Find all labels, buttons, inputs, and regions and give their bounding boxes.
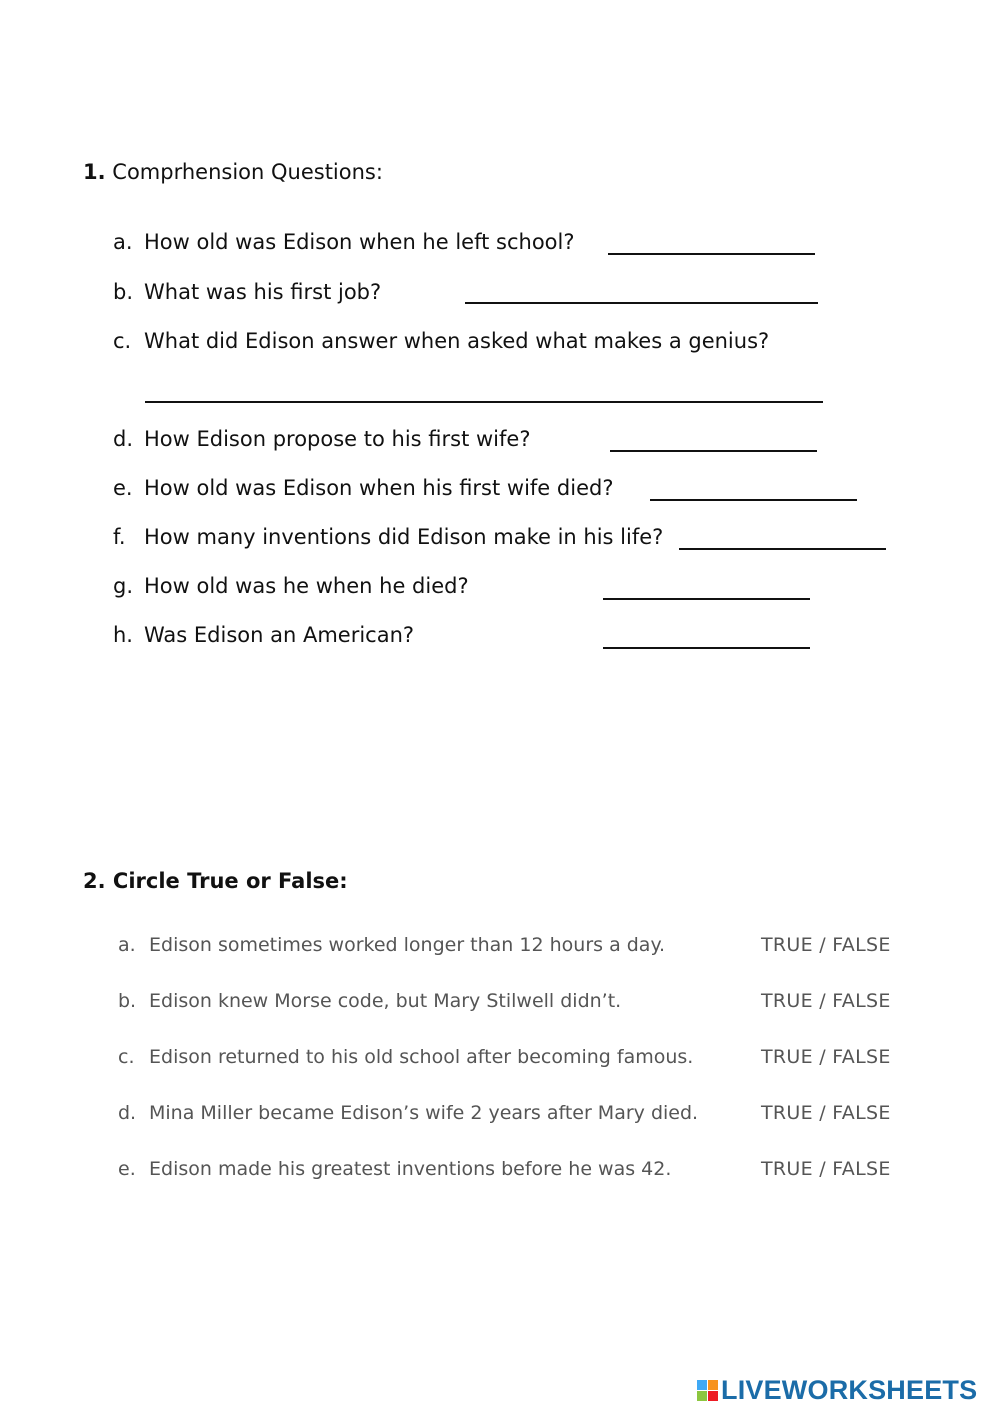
true-false-option-d[interactable]: TRUE / FALSE <box>761 1102 891 1124</box>
liveworksheets-logo <box>697 1375 977 1406</box>
question-a: a. How old was Edison when he left school? <box>113 230 575 254</box>
answer-blank-h[interactable] <box>603 647 810 649</box>
statement-d: d. Mina Miller became Edison’s wife 2 years after Mary died. <box>118 1102 699 1124</box>
logo-blocks-icon <box>697 1380 718 1401</box>
question-b: b. What was his first job? <box>113 280 382 304</box>
question-h: h. Was Edison an American? <box>113 623 415 647</box>
statement-e: e. Edison made his greatest inventions before he was 42. <box>118 1158 672 1180</box>
answer-blank-c[interactable] <box>145 401 823 403</box>
answer-blank-e[interactable] <box>650 499 857 501</box>
true-false-option-b[interactable]: TRUE / FALSE <box>761 990 891 1012</box>
answer-blank-f[interactable] <box>679 548 886 550</box>
section-1-title-text: Comprhension Questions: <box>112 160 383 184</box>
answer-blank-a[interactable] <box>608 253 815 255</box>
answer-blank-d[interactable] <box>610 450 817 452</box>
question-e: e. How old was Edison when his first wife died? <box>113 476 614 500</box>
question-d: d. How Edison propose to his first wife? <box>113 427 531 451</box>
section-2-title <box>83 869 348 893</box>
section-2-title-text: Circle True or False: <box>112 869 348 893</box>
question-f: f. How many inventions did Edison make in his life? <box>113 525 664 549</box>
section-1-title <box>83 160 383 184</box>
section-2-number: 2. <box>83 869 106 893</box>
question-c: c. What did Edison answer when asked what makes a genius? <box>113 329 770 353</box>
answer-blank-g[interactable] <box>603 598 810 600</box>
statement-c: c. Edison returned to his old school after becoming famous. <box>118 1046 694 1068</box>
question-g: g. How old was he when he died? <box>113 574 469 598</box>
true-false-option-e[interactable]: TRUE / FALSE <box>761 1158 891 1180</box>
section-1-number: 1. <box>83 160 106 184</box>
statement-a: a. Edison sometimes worked longer than 12 hours a day. <box>118 934 666 956</box>
true-false-option-a[interactable]: TRUE / FALSE <box>761 934 891 956</box>
answer-blank-b[interactable] <box>465 302 818 304</box>
statement-b: b. Edison knew Morse code, but Mary Stilwell didn’t. <box>118 990 622 1012</box>
true-false-option-c[interactable]: TRUE / FALSE <box>761 1046 891 1068</box>
logo-text: LIVEWORKSHEETS <box>721 1375 978 1405</box>
